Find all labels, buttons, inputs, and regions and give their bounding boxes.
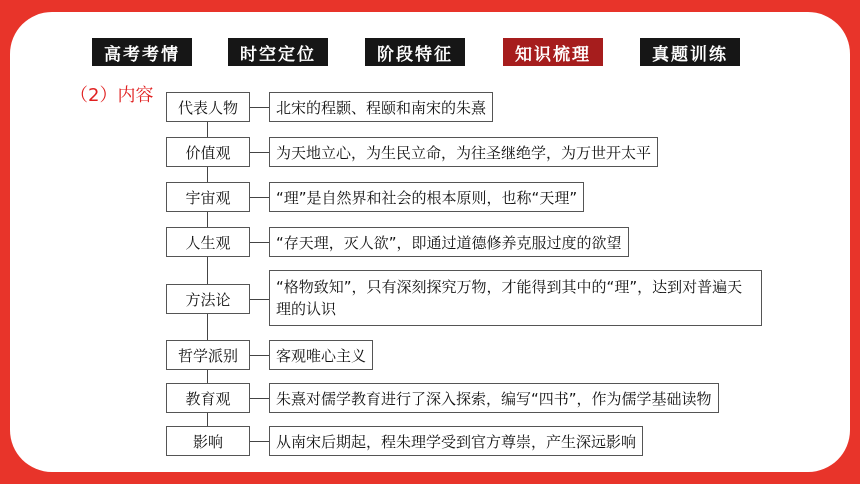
row-label: 哲学派别 (166, 340, 250, 370)
nav-tabs (0, 38, 860, 66)
connector-line (250, 355, 269, 356)
row-label: 代表人物 (166, 92, 250, 122)
row-label: 人生观 (166, 227, 250, 257)
row-description: “理”是自然界和社会的根本原则，也称“天理” (269, 182, 584, 212)
row-description: 为天地立心，为生民立命，为往圣继绝学，为万世开太平 (269, 137, 658, 167)
connector-line (250, 242, 269, 243)
tab-gaokao-kaoqing[interactable]: 高考考情 (92, 38, 192, 66)
connector-line (250, 197, 269, 198)
row-description: “存天理，灭人欲”，即通过道德修养克服过度的欲望 (269, 227, 629, 257)
tab-zhenti-xunlian[interactable]: 真题训练 (640, 38, 740, 66)
connector-line (250, 398, 269, 399)
row-description: 朱熹对儒学教育进行了深入探索，编写“四书”，作为儒学基础读物 (269, 383, 719, 413)
row-label: 宇宙观 (166, 182, 250, 212)
row-description: 北宋的程颢、程颐和南宋的朱熹 (269, 92, 493, 122)
tab-zhishi-shuli[interactable]: 知识梳理 (503, 38, 603, 66)
row-description: 客观唯心主义 (269, 340, 373, 370)
tab-jieduan-tezheng[interactable]: 阶段特征 (365, 38, 465, 66)
connector-line (250, 107, 269, 108)
row-label: 方法论 (166, 284, 250, 314)
row-label: 影响 (166, 426, 250, 456)
row-label: 教育观 (166, 383, 250, 413)
section-title: （2）内容 (70, 85, 154, 106)
tab-shikong-dingwei[interactable]: 时空定位 (228, 38, 328, 66)
row-label: 价值观 (166, 137, 250, 167)
connector-line (250, 441, 269, 442)
row-description: “格物致知”，只有深刻探究万物，才能得到其中的“理”，达到对普遍天理的认识 (269, 270, 762, 326)
row-description: 从南宋后期起，程朱理学受到官方尊崇，产生深远影响 (269, 426, 643, 456)
connector-line (250, 299, 269, 300)
connector-line (250, 152, 269, 153)
